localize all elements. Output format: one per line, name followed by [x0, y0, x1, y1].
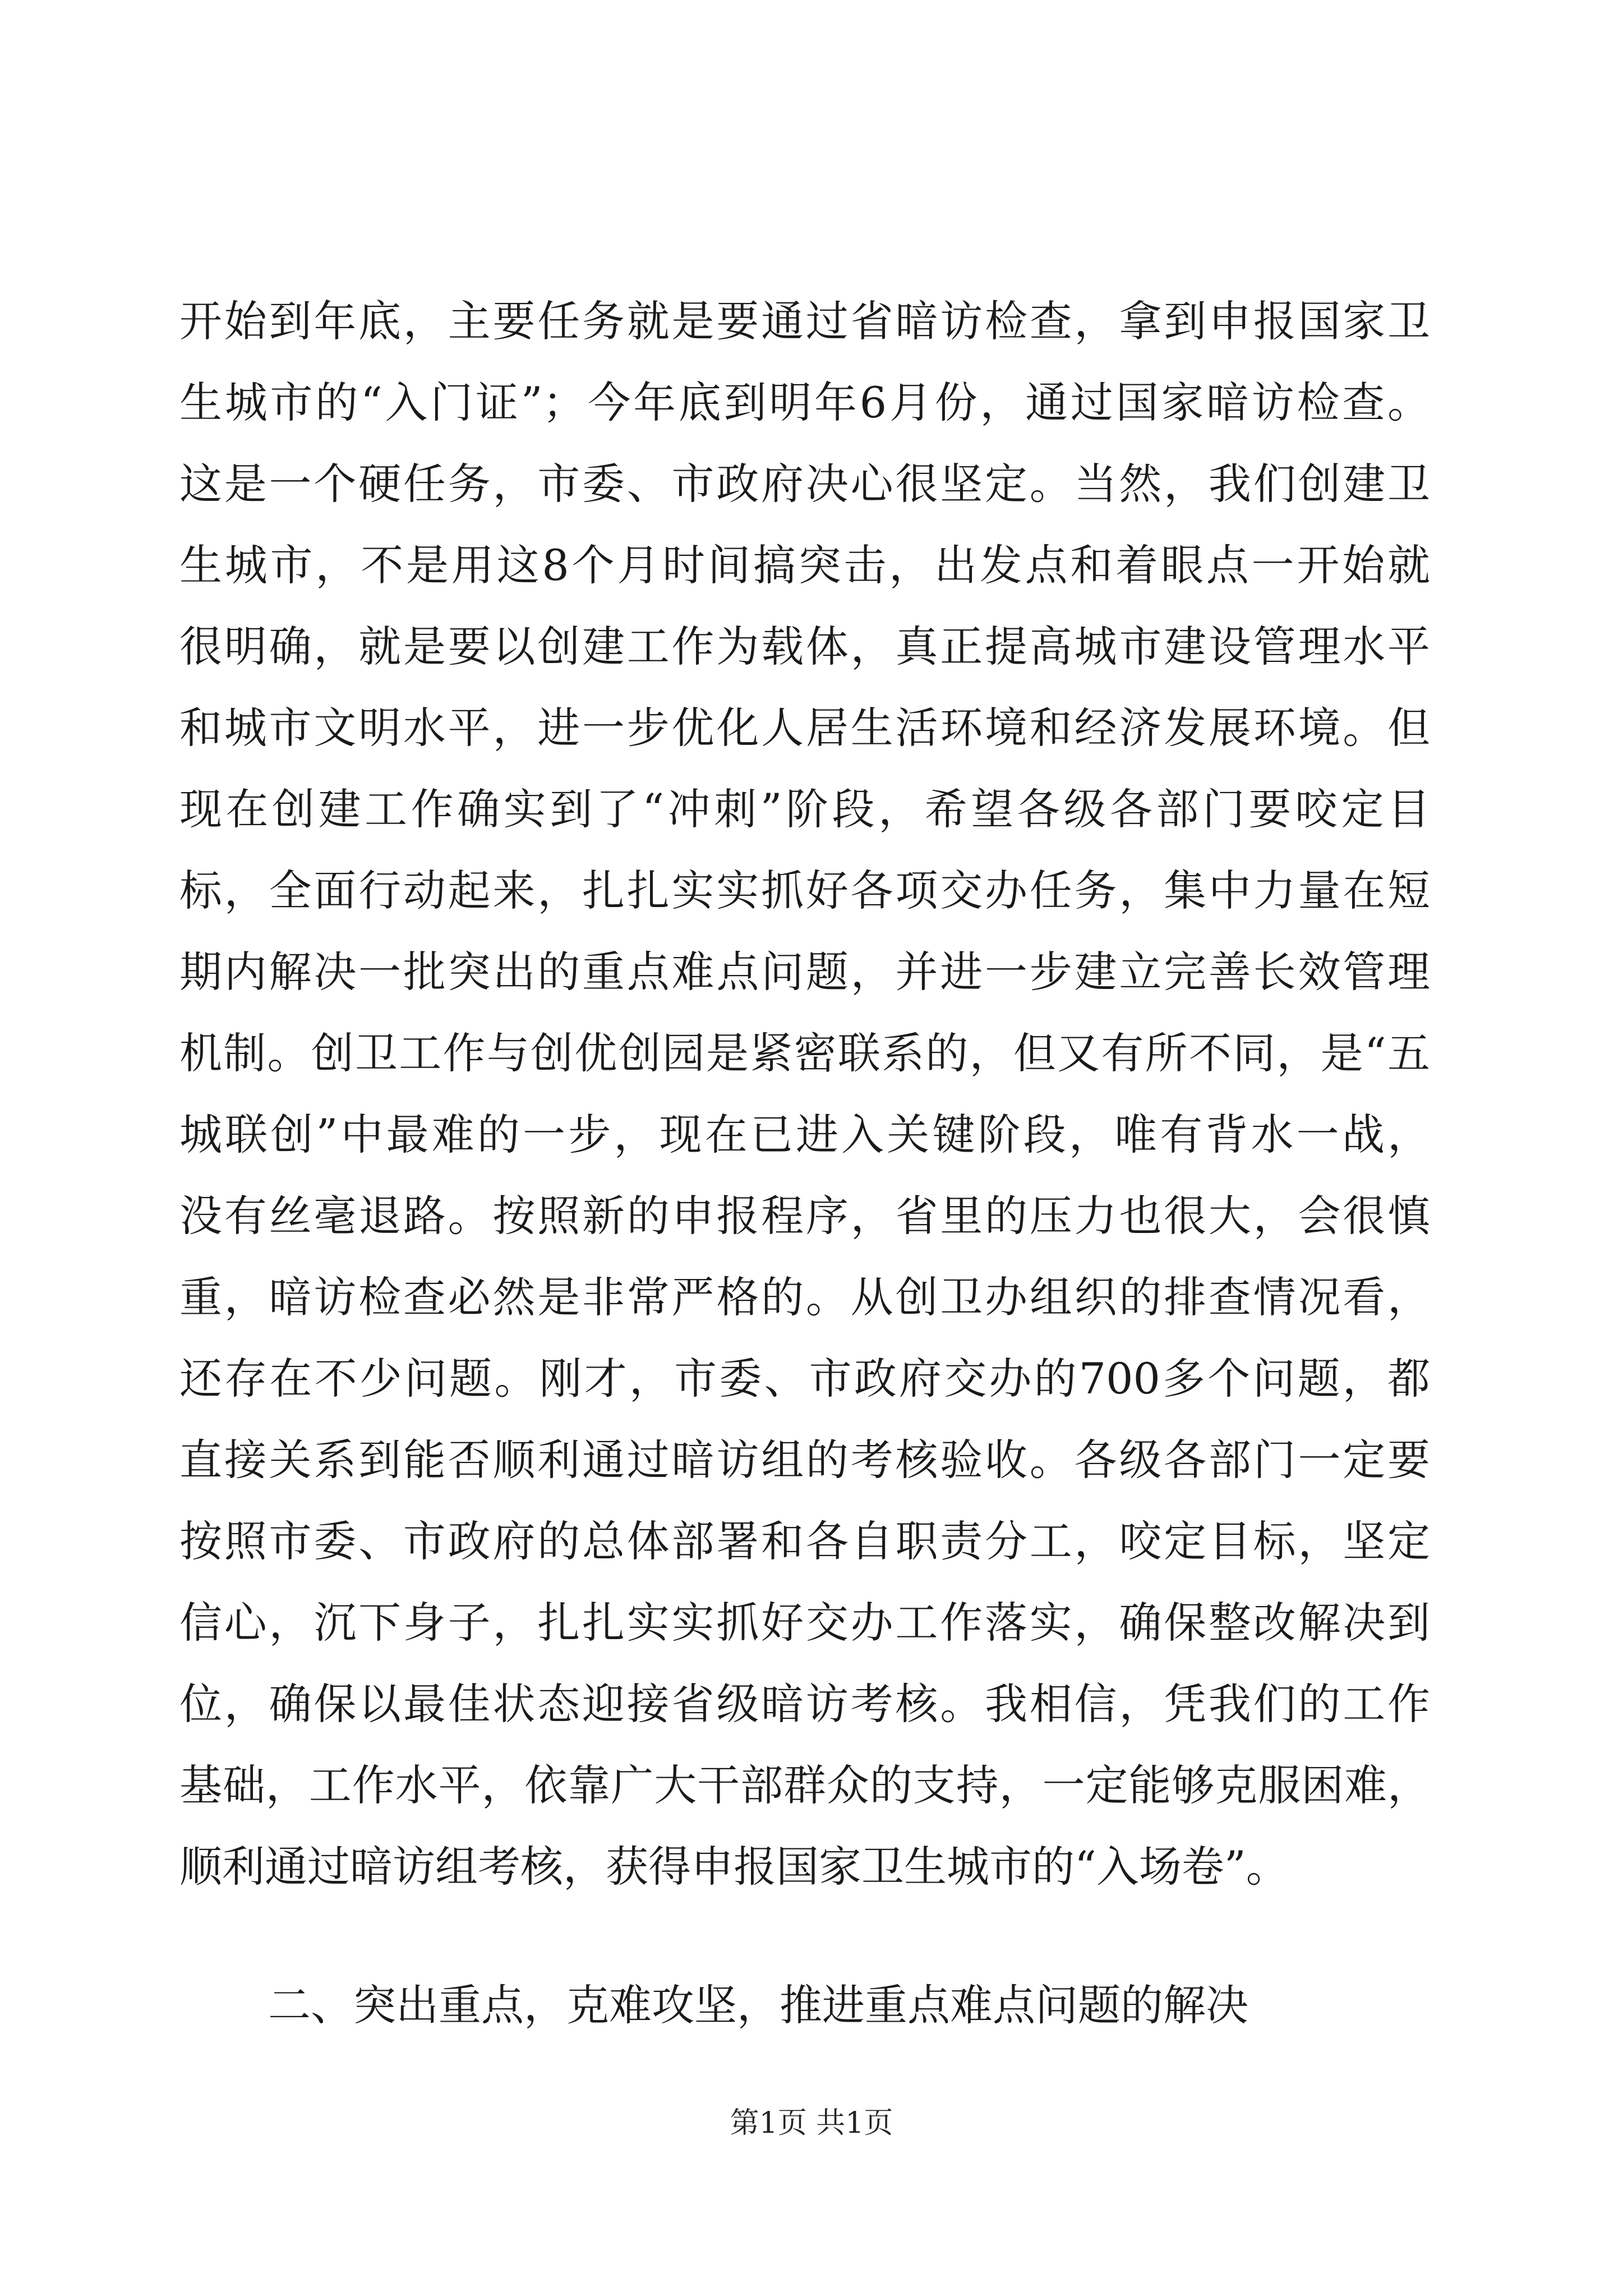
- paragraph-line: 直接关系到能否顺利通过暗访组的考核验收。各级各部门一定要: [179, 1435, 1430, 1485]
- paragraph-line: 重，暗访检查必然是非常严格的。从创卫办组织的排查情况看，: [179, 1272, 1430, 1322]
- paragraph-line: 很明确，就是要以创建工作为载体，真正提高城市建设管理水平: [179, 622, 1430, 671]
- paragraph-line: 顺利通过暗访组考核，获得申报国家卫生城市的“入场卷”。: [179, 1842, 1289, 1892]
- paragraph-line: 期内解决一批突出的重点难点问题，并进一步建立完善长效管理: [179, 947, 1430, 997]
- paragraph-line: 生城市的“入门证”；今年底到明年6月份，通过国家暗访检查。: [179, 378, 1430, 427]
- paragraph-line: 机制。创卫工作与创优创园是紧密联系的，但又有所不同，是“五: [179, 1028, 1430, 1078]
- paragraph-line: 基础，工作水平，依靠广大干部群众的支持，一定能够克服困难，: [179, 1760, 1430, 1810]
- paragraph-line: 开始到年底，主要任务就是要通过省暗访检查，拿到申报国家卫: [179, 296, 1430, 346]
- paragraph-line: 这是一个硬任务，市委、市政府决心很坚定。当然，我们创建卫: [179, 459, 1430, 509]
- paragraph-line: 位，确保以最佳状态迎接省级暗访考核。我相信，凭我们的工作: [179, 1679, 1430, 1729]
- paragraph-line: 生城市，不是用这8个月时间搞突击，出发点和着眼点一开始就: [179, 540, 1430, 590]
- paragraph-line: 现在创建工作确实到了“冲刺”阶段，希望各级各部门要咬定目: [179, 784, 1430, 834]
- paragraph-line: 城联创”中最难的一步，现在已进入关键阶段，唯有背水一战，: [179, 1110, 1430, 1159]
- paragraph-line: 没有丝毫退路。按照新的申报程序，省里的压力也很大，会很慎: [179, 1191, 1430, 1241]
- section-heading: 二、突出重点，克难攻坚，推进重点难点问题的解决: [268, 1980, 1248, 2030]
- paragraph-line: 和城市文明水平，进一步优化人居生活环境和经济发展环境。但: [179, 703, 1430, 753]
- paragraph-line: 还存在不少问题。刚才，市委、市政府交办的700多个问题，都: [179, 1354, 1430, 1404]
- paragraph-line: 按照市委、市政府的总体部署和各自职责分工，咬定目标，坚定: [179, 1516, 1430, 1566]
- page-footer: 第1页 共1页: [730, 2106, 893, 2140]
- body-paragraph: [179, 280, 1430, 1907]
- paragraph-line: 标，全面行动起来，扎扎实实抓好各项交办任务，集中力量在短: [179, 866, 1430, 915]
- paragraph-line: 信心，沉下身子，扎扎实实抓好交办工作落实，确保整改解决到: [179, 1598, 1430, 1648]
